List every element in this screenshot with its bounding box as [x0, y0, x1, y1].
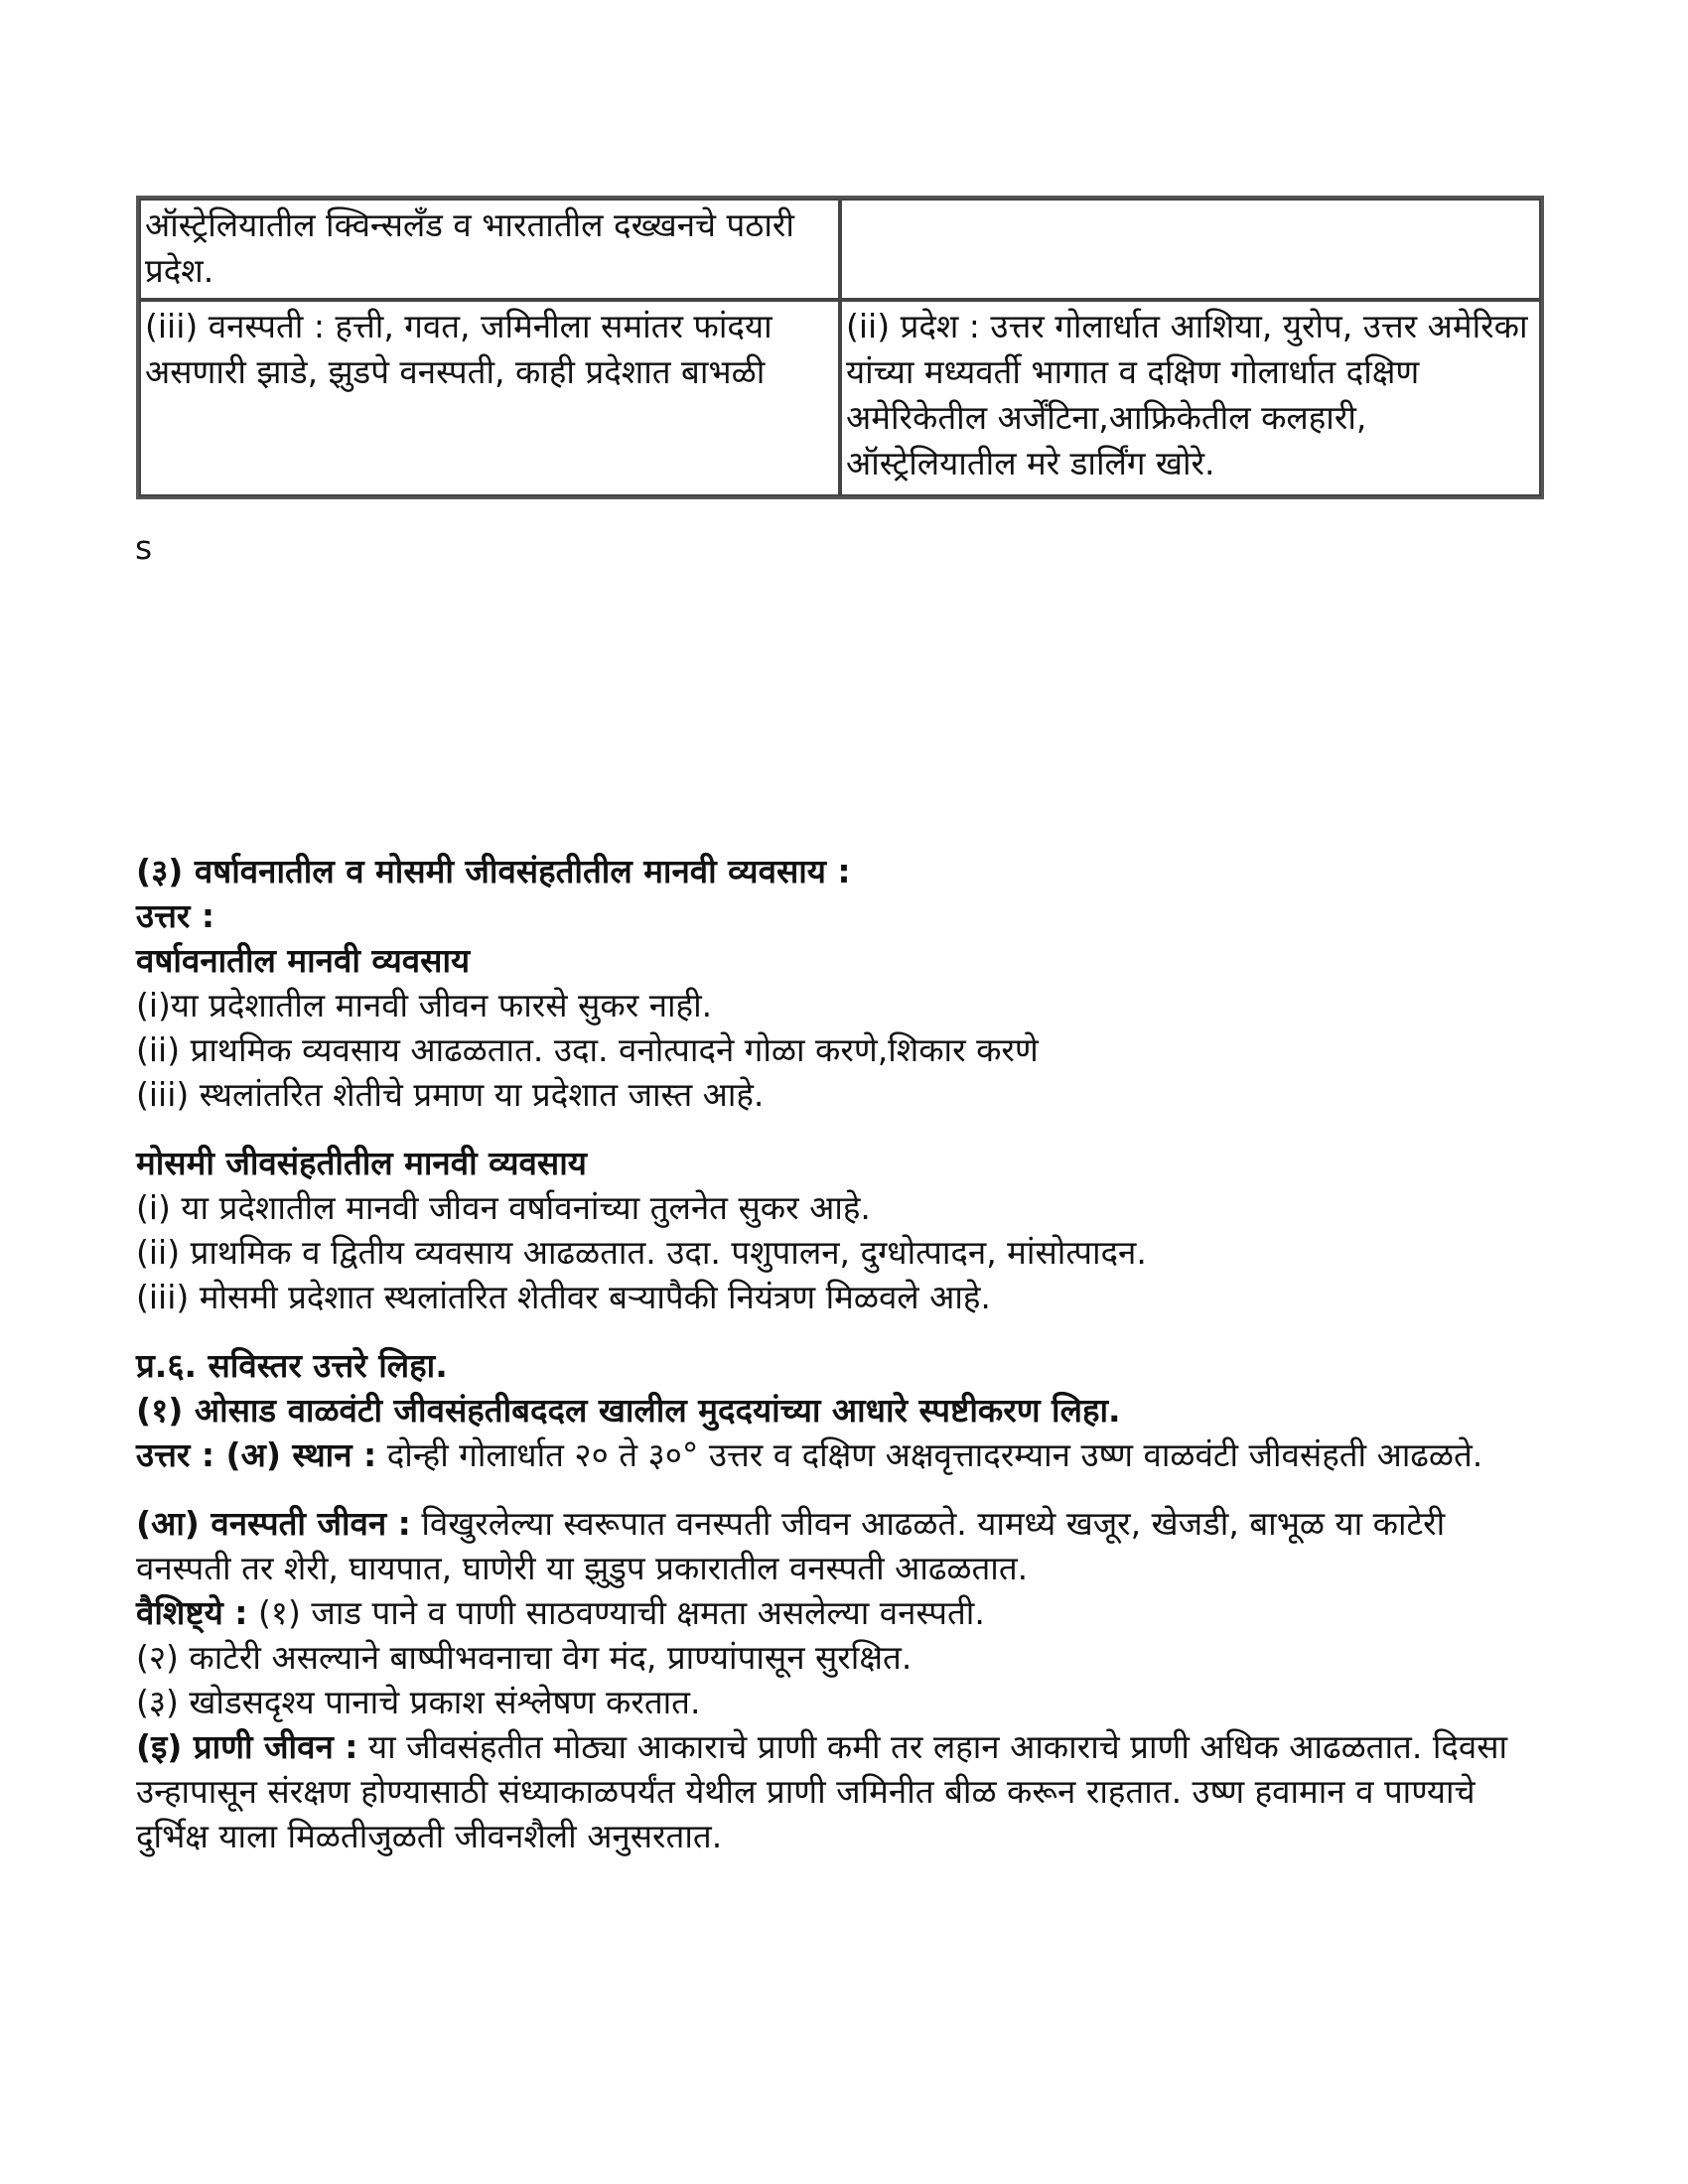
features-label: वैशिष्ट्ये :	[136, 1593, 248, 1632]
feature-item: (१) जाड पाने व पाणी साठवण्याची क्षमता असलेल्या वनस्पती.	[257, 1593, 985, 1632]
stray-character: s	[135, 528, 153, 567]
question-6-sub-1: (१) ओसाड वाळवंटी जीवसंहतीबददल खालील मुददयांच्या आधारे स्पष्टीकरण लिहा.	[136, 1391, 1121, 1430]
animal-text: या जीवसंहतीत मोठ्या आकाराचे प्राणी कमी तर लहान आकाराचे प्राणी अधिक आढळतात. दिवसा उन्हापासून संरक्षण होण्यासाठी संध्याकाळपर्यंत येथील प्राणी जमिनीत बीळ करून राहतात. उष्ण हवामान व पाण्याचे दुर्भिक्ष याला मिळतीजुळती जीवनशैली अनुसरतात.	[136, 1727, 1508, 1855]
table-row	[139, 300, 1541, 496]
animal-label: (इ) प्राणी जीवन :	[136, 1727, 358, 1766]
table-cell-left: ऑस्ट्रेलियातील क्विन्सलँड व भारतातील दख्खनचे पठारी प्रदेश.	[139, 199, 840, 300]
answer-label: उत्तर :	[136, 896, 215, 935]
features-line	[136, 1590, 1546, 1635]
location-label: उत्तर : (अ) स्थान :	[136, 1435, 377, 1474]
vegetation-paragraph	[136, 1501, 1546, 1590]
animal-paragraph	[136, 1724, 1546, 1858]
location-paragraph	[136, 1433, 1546, 1477]
rainforest-heading: वर्षावनातील मानवी व्यवसाय	[136, 941, 471, 980]
list-item: (ii) प्राथमिक व द्वितीय व्यवसाय आढळतात. उदा. पशुपालन, दुग्धोत्पादन, मांसोत्पादन.	[136, 1233, 1147, 1272]
content-body	[136, 849, 1546, 1858]
list-item: (ii) प्राथमिक व्यवसाय आढळतात. उदा. वनोत्पादने गोळा करणे,शिकार करणे	[136, 1030, 1039, 1069]
table-cell-right: (ii) प्रदेश : उत्तर गोलार्धात आशिया, युरोप, उत्तर अमेरिका यांच्या मध्यवर्ती भागात व दक्षिण गोलार्धात दक्षिण अमेरिकेतील अर्जेंटिना,आफ्रिकेतील कलहारी, ऑस्ट्रेलियातील मरे डार्लिंग खोरे.	[840, 300, 1541, 496]
list-item: (iii) मोसमी प्रदेशात स्थलांतरित शेतीवर बऱ्यापैकी नियंत्रण मिळवले आहे.	[136, 1278, 991, 1316]
feature-item: (२) काटेरी असल्याने बाष्पीभवनाचा वेग मंद, प्राण्यांपासून सुरक्षित.	[136, 1638, 913, 1677]
feature-item: (३) खोडसदृश्य पानाचे प्रकाश संश्लेषण करतात.	[136, 1683, 701, 1721]
vegetation-text: विखुरलेल्या स्वरूपात वनस्पती जीवन आढळते. यामध्ये खजूर, खेजडी, बाभूळ या काटेरी वनस्पती तर शेरी, घायपात, घाणेरी या झुडुप प्रकारातील वनस्पती आढळतात.	[136, 1504, 1446, 1587]
table-cell-right	[840, 199, 1541, 300]
location-text: दोन्ही गोलार्धात २० ते ३०° उत्तर व दक्षिण अक्षवृत्तादरम्यान उष्ण वाळवंटी जीवसंहती आढळते.	[386, 1435, 1483, 1474]
list-item: (i)या प्रदेशातील मानवी जीवन फारसे सुकर नाही.	[136, 986, 713, 1024]
list-item: (i) या प्रदेशातील मानवी जीवन वर्षावनांच्या तुलनेत सुकर आहे.	[136, 1188, 871, 1227]
question-6-heading: प्र.६. सविस्तर उत्तरे लिहा.	[136, 1346, 448, 1385]
vegetation-label: (आ) वनस्पती जीवन :	[136, 1504, 411, 1543]
answer-table	[136, 196, 1544, 499]
monsoon-heading: मोसमी जीवसंहतीतील मानवी व्यवसाय	[136, 1144, 587, 1182]
table-cell-left: (iii) वनस्पती : हत्ती, गवत, जमिनीला समांतर फांदया असणारी झाडे, झुडपे वनस्पती, काही प्रदेशात बाभळी	[139, 300, 840, 496]
list-item: (iii) स्थलांतरित शेतीचे प्रमाण या प्रदेशात जास्त आहे.	[136, 1075, 765, 1114]
table-row	[139, 199, 1541, 300]
question-3-heading: (३) वर्षावनातील व मोसमी जीवसंहतीतील मानवी व्यवसाय :	[136, 852, 851, 890]
